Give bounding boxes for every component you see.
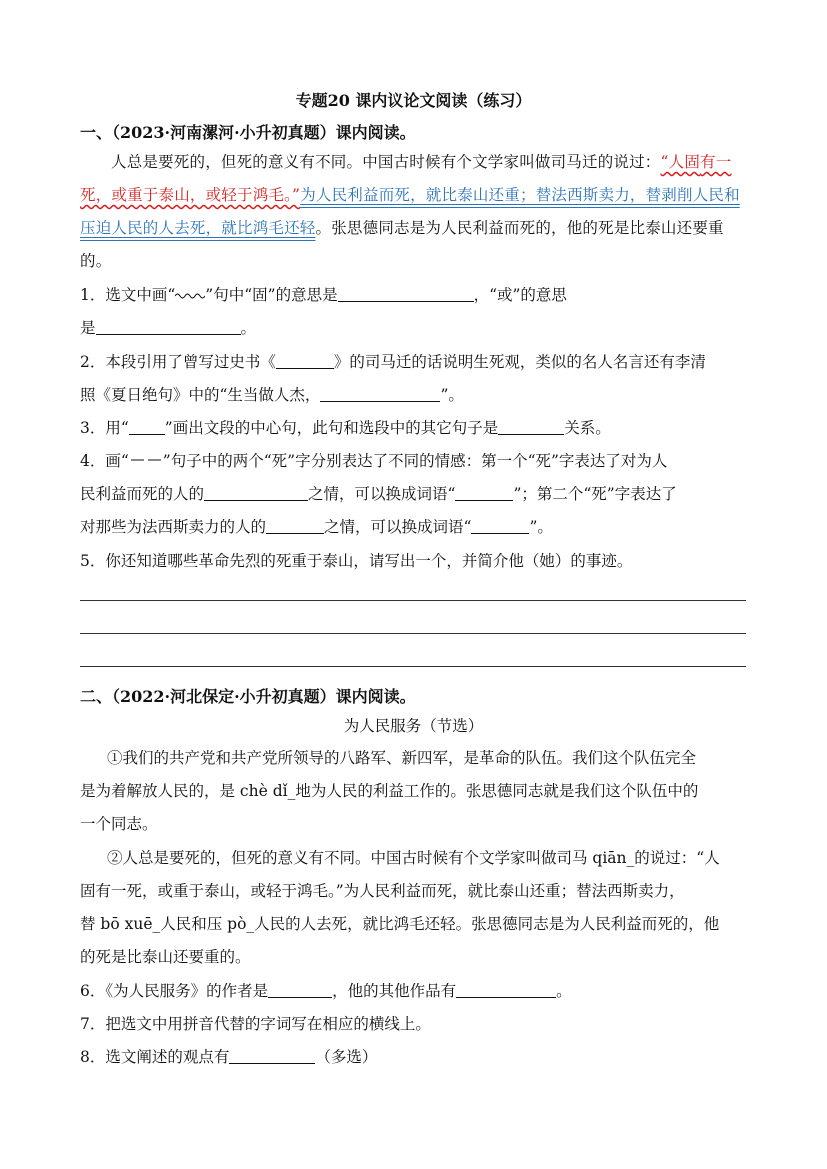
- q6-text-b: ，他的其他作品有: [332, 982, 457, 1000]
- q8-blank[interactable]: [229, 1047, 315, 1064]
- section1-heading: 一、（2023·河南漯河·小升初真题）课内阅读。: [80, 123, 416, 142]
- question-1-line-1: [80, 283, 567, 307]
- q3-blank[interactable]: [498, 418, 564, 435]
- q2-text-d: ”。: [440, 386, 464, 404]
- q1-text-b: ”句中“固”的意思是: [205, 286, 338, 304]
- q4-blank-3[interactable]: [266, 517, 324, 534]
- answer-line-3[interactable]: [80, 666, 746, 667]
- question-2-line-1b: [80, 350, 706, 374]
- q4-blank-2[interactable]: [455, 484, 513, 501]
- q4-text-d: 之情，可以换成词语“: [308, 485, 456, 503]
- q1-text-a: 1．选文中画“: [80, 286, 176, 304]
- question-5: 5．你还知道哪些革命先烈的死重于泰山，请写出一个，并简介他（她）的事迹。: [80, 552, 633, 570]
- q1-blank-2[interactable]: [96, 318, 241, 335]
- answer-line-1[interactable]: [80, 600, 746, 601]
- q1-text-e: 。: [240, 319, 257, 337]
- q4-text-f: 对那些为法西斯卖力的人的: [80, 518, 267, 536]
- double-underline-mark-icon: [129, 455, 163, 465]
- question-4-line-3: [80, 515, 553, 539]
- q2-blank-1[interactable]: [276, 352, 334, 369]
- passage-underlined-blue-1: 为人民利益而死，就比泰山还重；替法西斯卖力，替: [300, 186, 662, 204]
- underline-mark-icon: [129, 420, 165, 435]
- q1-blank-1[interactable]: [338, 285, 474, 302]
- passage2-p1-line-1: ①我们的共产党和共产党所领导的八路军、新四军，是革命的队伍。我们这个队伍完全: [107, 749, 697, 767]
- passage-end-2: 比泰山还要重的。: [80, 219, 724, 270]
- passage2-p2-line-3: 替 bō xuē_人民和压 pò_人民的人去死，就比鸿毛还轻。张思德同志是为人民利益而死的，他: [80, 915, 720, 933]
- q2-text-b: 》的司马迁的话说明生死观，类似的名人名言还有李清: [333, 353, 706, 371]
- passage2-p1-line-3: 一个同志。: [80, 815, 158, 833]
- passage-intro: 人总是要死的，但死的意义有不同。中国古时候有个文学家叫做司马迁的说过：: [111, 153, 661, 171]
- q3-text-a: 3．用“: [80, 419, 129, 437]
- passage2-p2-line-2: 固有一死，或重于泰山，或轻于鸿毛。”为人民利益而死，就比泰山还重；替法西斯卖力，: [80, 882, 685, 900]
- q6-text-a: 6．《为人民服务》的作者是: [80, 982, 269, 1000]
- q6-blank-1[interactable]: [268, 981, 332, 998]
- q3-text-c: 关系。: [564, 419, 611, 437]
- q4-text-e: ”；第二个“死”字表达了: [513, 485, 677, 503]
- q2-blank-2[interactable]: [320, 385, 440, 402]
- question-6: [80, 979, 572, 1003]
- q6-blank-2[interactable]: [456, 981, 556, 998]
- question-3: [80, 416, 611, 440]
- question-4-line-1: [80, 449, 667, 473]
- page-title: 专题20 课内议论文阅读（练习）: [295, 91, 532, 110]
- q1-text-d: 是: [80, 319, 96, 337]
- q8-text-a: 8．选文阐述的观点有: [80, 1048, 230, 1066]
- q6-text-c: 。: [556, 982, 572, 1000]
- q8-text-b: （多选）: [315, 1048, 378, 1066]
- passage2-p2-line-4: 的死是比泰山还要重的。: [80, 948, 251, 966]
- question-4-line-2: [80, 482, 677, 506]
- passage-subtitle: 为人民服务（节选）: [343, 717, 484, 735]
- section1-passage: [80, 146, 750, 278]
- q4-blank-4[interactable]: [471, 517, 529, 534]
- q4-text-g: 之情，可以换成词语“: [324, 518, 472, 536]
- q4-text-c: 民利益而死的人的: [80, 485, 205, 503]
- question-8: [80, 1045, 377, 1069]
- question-7: 7．把选文中用拼音代替的字词写在相应的横线上。: [80, 1015, 431, 1033]
- q4-text-a: 4．画“: [80, 452, 129, 470]
- section2-heading: 二、（2022·河北保定·小升初真题）课内阅读。: [80, 687, 416, 706]
- passage-quote-red-1: “人固: [660, 153, 701, 171]
- q4-text-h: ”。: [529, 518, 553, 536]
- answer-line-2[interactable]: [80, 633, 746, 634]
- q4-blank-1[interactable]: [204, 484, 308, 501]
- question-2-line-2: [80, 383, 464, 407]
- question-1-line-2: [80, 316, 256, 340]
- q2-text-c: 照《夏日绝句》中的“生当做人杰，: [80, 386, 321, 404]
- passage2-p1-line-2: 是为着解放人民的，是 chè dǐ_地为人民的利益工作的。张思德同志就是我们这个队伍中的: [80, 782, 699, 800]
- passage-quote-red-2: 有一死，或重于泰山，或轻于鸿毛。”: [80, 153, 732, 204]
- q2-text-a-main: 2．本段引用了曾写过史书《: [80, 353, 276, 371]
- passage-end-1: 。张思德同志是为人民利益而死的，他的死是: [315, 219, 630, 237]
- wavy-mark-icon: [175, 290, 205, 300]
- q4-text-b: ”句子中的两个“死”字分别表达了不同的情感：第一个“死”字表达了对为人: [162, 452, 668, 470]
- q3-text-b: ”画出文段的中心句，此句和选段中的其它句子是: [164, 419, 499, 437]
- q1-text-c: ，“或”的意思: [473, 286, 567, 304]
- passage-underlined-blue-2: 剥削人民和压迫人民的人去死，就比鸿毛还轻: [80, 186, 740, 237]
- passage2-p2-line-1: ②人总是要死的，但死的意义有不同。中国古时候有个文学家叫做司马 qiān_的说过：“人: [107, 849, 720, 867]
